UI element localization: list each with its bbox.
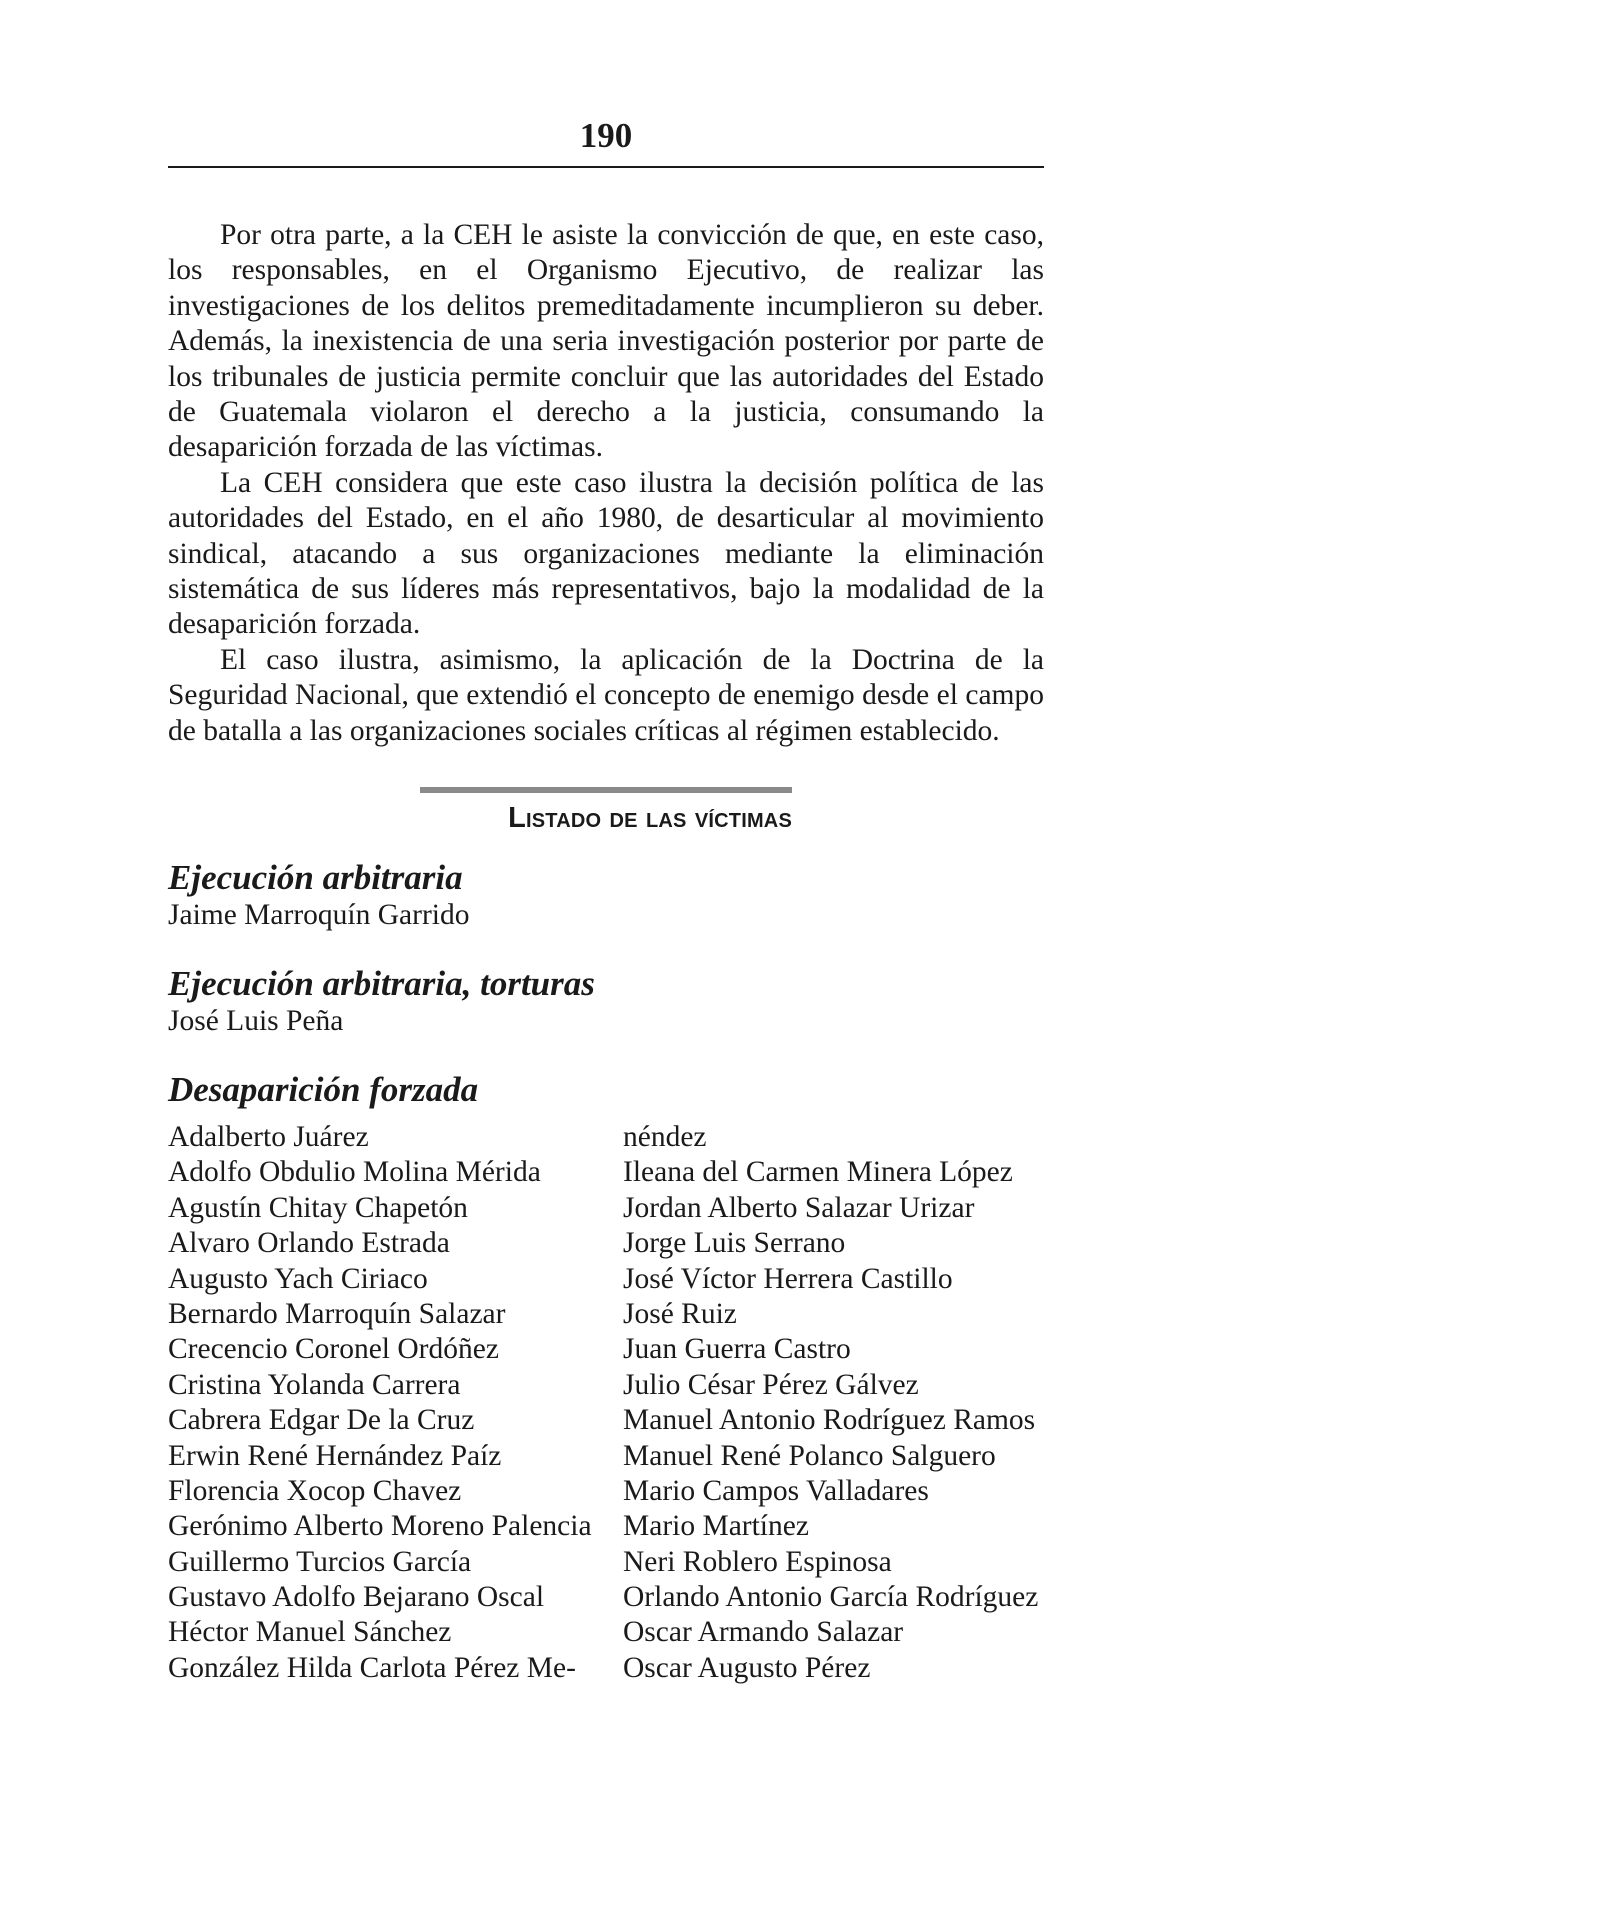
category-arbitrary-execution-torture <box>168 964 1044 1039</box>
victim-name: Manuel Antonio Rodríguez Ramos <box>623 1404 1036 1437</box>
victim-name: Oscar Armando Salazar <box>623 1616 904 1649</box>
victim-name: Augusto Yach Ciriaco <box>168 1262 428 1295</box>
paragraph-1: Por otra parte, a la CEH le asiste la convicción de que, en este caso, los responsables, en el Organismo Ejecutivo, de realizar las investigaciones de los delitos premeditadamente incumplieron su deber. Además, la inexistencia de una seria investigación posterior por parte de los tribunales de justicia permite concluir que las autoridades del Estado de Guatemala violaron el derecho a la justicia, consumando la desaparición forzada de las víctimas. <box>168 219 1044 464</box>
section-rule <box>420 787 792 793</box>
victim-name: Erwin René Hernández Paíz <box>168 1439 502 1472</box>
document-page <box>168 0 1044 1920</box>
victim-name: José Víctor Herrera Castillo <box>623 1262 953 1295</box>
body-text <box>168 218 1044 749</box>
paragraph-3: El caso ilustra, asimismo, la aplicación de la Doctrina de la Seguridad Nacional, que extendió el concepto de enemigo desde el campo de batalla a las organizaciones sociales críticas al régimen establecido. <box>168 643 1044 747</box>
victim-name: José Ruiz <box>623 1297 737 1330</box>
victim-name: José Luis Peña <box>168 1005 344 1037</box>
victim-name: Bernardo Marroquín Salazar <box>168 1297 506 1330</box>
victim-name: Juan Guerra Castro <box>623 1333 851 1366</box>
victim-name: Alvaro Orlando Estrada <box>168 1227 450 1260</box>
victim-name: Guillermo Turcios García <box>168 1545 472 1578</box>
victim-name: néndez <box>623 1121 707 1153</box>
names-column-right <box>623 1120 1044 1686</box>
victim-name: Jaime Marroquín Garrido <box>168 899 470 931</box>
victim-name: Cabrera Edgar De la Cruz <box>168 1404 475 1437</box>
victim-name: Manuel René Polanco Salguero <box>623 1439 996 1472</box>
category-arbitrary-execution <box>168 858 1044 933</box>
victim-name: Oscar Augusto Pérez <box>623 1651 871 1684</box>
category-title: Ejecución arbitraria <box>168 858 463 897</box>
victim-name: Crecencio Coronel Ordóñez <box>168 1333 499 1366</box>
victim-name: Héctor Manuel Sánchez <box>168 1616 452 1649</box>
category-title: Desaparición forzada <box>168 1070 479 1109</box>
header-rule <box>168 166 1044 168</box>
victim-name: Cristina Yolanda Carrera <box>168 1368 461 1401</box>
victim-name: Ileana del Carmen Minera López <box>623 1156 1013 1189</box>
section-title: Listado de las víctimas <box>508 802 792 834</box>
victim-name: Adolfo Obdulio Molina Mérida <box>168 1156 541 1189</box>
victim-name: Jordan Alberto Salazar Urizar <box>623 1191 975 1224</box>
victim-name: Adalberto Juárez <box>168 1121 369 1153</box>
victim-name: González Hilda Carlota Pérez Me- <box>168 1651 576 1684</box>
victim-name: Julio César Pérez Gálvez <box>623 1368 919 1401</box>
victim-name: Mario Martínez <box>623 1510 809 1543</box>
victim-name: Neri Roblero Espinosa <box>623 1545 892 1578</box>
victim-name: Agustín Chitay Chapetón <box>168 1191 468 1224</box>
page-number: 190 <box>579 116 633 155</box>
victim-name: Florencia Xocop Chavez <box>168 1474 462 1507</box>
victim-name: Orlando Antonio García Rodríguez <box>623 1581 1039 1614</box>
category-title: Ejecución arbitraria, torturas <box>168 964 595 1003</box>
victim-name: Gustavo Adolfo Bejarano Oscal <box>168 1581 545 1614</box>
category-forced-disappearance <box>168 1070 1044 1110</box>
victim-name: Mario Campos Valladares <box>623 1474 929 1507</box>
names-column-left <box>168 1120 598 1686</box>
paragraph-2: La CEH considera que este caso ilustra la decisión política de las autoridades del Estado, en el año 1980, de desarticular al movimiento sindical, atacando a sus organizaciones mediante la eliminación sistemática de sus líderes más representativos, bajo la modalidad de la desaparición forzada. <box>168 466 1044 641</box>
victim-name: Jorge Luis Serrano <box>623 1227 846 1260</box>
victim-name: Gerónimo Alberto Moreno Palencia <box>168 1510 592 1543</box>
